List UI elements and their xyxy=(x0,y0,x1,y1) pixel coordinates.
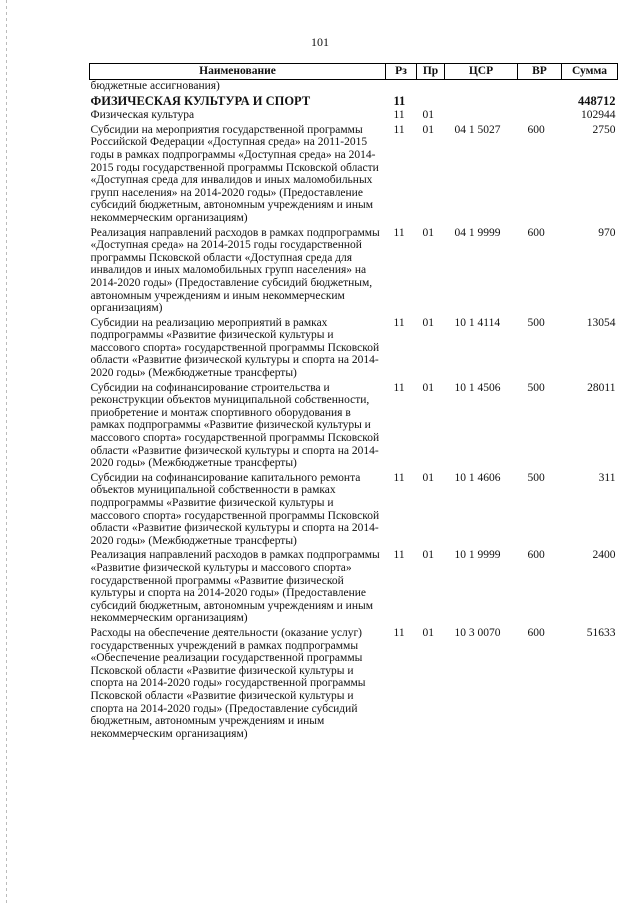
table-row xyxy=(90,109,618,124)
cell-csr xyxy=(445,95,518,110)
header-name: Наименование xyxy=(90,64,386,80)
table-row xyxy=(90,382,618,472)
cell-name: Реализация направлений расходов в рамках подпрограммы «Развитие физической культуры и массового спорта» государственной программы «Развитие физической культуры и спорта на 2014-2020 годы» (Предоставление субсидий бюджетным, автономным учреждениям и иным некоммерческим организациям) xyxy=(90,549,380,625)
cell-name: Реализация направлений расходов в рамках подпрограммы «Доступная среда» на 2014-2015 годы государственной программы Псковской области «Доступная среда для инвалидов и иных маломобильных групп населения» на 2014-2020 годы» (Предоставление субсидий бюджетным, автономным учреждениям и иным некоммерческим организациям) xyxy=(90,226,380,315)
cell-vr xyxy=(518,109,562,124)
cell-sum: 311 xyxy=(598,471,616,484)
cell-csr: 04 1 5027 xyxy=(454,123,501,136)
table-row xyxy=(90,80,618,95)
cell-pr: 01 xyxy=(422,381,434,394)
cell-vr: 600 xyxy=(527,626,545,639)
cell-vr: 500 xyxy=(527,471,545,484)
cell-csr: 10 1 4114 xyxy=(454,316,501,329)
cell-sum: 13054 xyxy=(586,316,616,329)
scan-edge-line xyxy=(6,0,7,905)
cell-rz: 11 xyxy=(393,471,405,484)
cell-vr: 600 xyxy=(527,226,545,239)
table-row xyxy=(90,317,618,382)
cell-csr: 04 1 9999 xyxy=(454,226,501,239)
cell-sum: 448712 xyxy=(578,93,616,108)
cell-csr: 10 1 9999 xyxy=(454,549,501,562)
cell-sum: 970 xyxy=(598,226,616,239)
cell-pr: 01 xyxy=(422,109,434,122)
cell-sum: 2400 xyxy=(592,549,616,562)
cell-rz: 11 xyxy=(393,549,405,562)
cell-rz: 11 xyxy=(393,381,405,394)
cell-rz: 11 xyxy=(393,626,405,639)
table-row xyxy=(90,549,618,627)
cell-vr xyxy=(518,95,562,110)
cell-name: бюджетные ассигнования) xyxy=(90,80,220,92)
cell-csr xyxy=(445,80,518,95)
cell-csr: 10 3 0070 xyxy=(454,626,501,639)
cell-name: ФИЗИЧЕСКАЯ КУЛЬТУРА И СПОРТ xyxy=(90,93,311,108)
table-header xyxy=(90,64,618,80)
cell-sum: 28011 xyxy=(587,381,616,394)
cell-name: Субсидии на софинансирование капитального ремонта объектов муниципальной собственности в рамках подпрограммы «Развитие физической культуры и массового спорта» государственной программы Псковской области «Развитие физической культуры и спорта на 2014-2020 годы» (Межбюджетные трансферты) xyxy=(90,471,380,547)
cell-name: Субсидии на софинансирование строительства и реконструкции объектов муниципальной собственности, приобретение и монтаж спортивного оборудования в рамках подпрограммы «Развитие физической культуры и массового спорта» государственной программы Псковской области «Развитие физической культуры и спорта на 2014-2020 годы» (Межбюджетные трансферты) xyxy=(90,381,380,470)
table-body xyxy=(90,80,618,743)
page-number: 101 xyxy=(311,35,329,49)
table-row xyxy=(90,627,618,742)
cell-csr: 10 1 4606 xyxy=(454,471,501,484)
cell-name: Физическая культура xyxy=(90,109,195,122)
cell-vr: 500 xyxy=(527,381,545,394)
header-sum: Сумма xyxy=(562,64,618,80)
cell-rz xyxy=(386,80,417,95)
header-csr: ЦСР xyxy=(445,64,518,80)
cell-pr xyxy=(417,80,445,95)
cell-pr: 01 xyxy=(422,471,434,484)
cell-csr xyxy=(445,109,518,124)
header-rz: Рз xyxy=(386,64,417,80)
cell-vr: 600 xyxy=(527,549,545,562)
cell-pr xyxy=(417,95,445,110)
cell-rz: 11 xyxy=(393,316,405,329)
cell-sum xyxy=(562,80,618,95)
table-row xyxy=(90,95,618,110)
cell-csr: 10 1 4506 xyxy=(454,381,501,394)
cell-rz: 11 xyxy=(393,123,405,136)
header-pr: Пр xyxy=(417,64,445,80)
cell-vr xyxy=(518,80,562,95)
cell-sum: 2750 xyxy=(592,123,616,136)
header-vr: ВР xyxy=(518,64,562,80)
cell-name: Субсидии на мероприятия государственной программы Российской Федерации «Доступная среда» на 2011-2015 годы в рамках подпрограммы «Доступная среда» на 2014-2015 годы государственной программы Псковской области «Доступная среда для инвалидов и иных маломобильных групп населения» на 2014-2020 годы» (Предоставление субсидий бюджетным, автономным учреждениям и иным некоммерческим организациям) xyxy=(90,123,379,224)
cell-pr: 01 xyxy=(422,626,434,639)
cell-rz: 11 xyxy=(393,93,406,108)
cell-pr: 01 xyxy=(422,226,434,239)
cell-pr: 01 xyxy=(422,123,434,136)
table-row xyxy=(90,472,618,550)
budget-table xyxy=(89,63,618,742)
cell-sum: 102944 xyxy=(581,109,616,122)
cell-rz: 11 xyxy=(393,109,405,122)
cell-name: Расходы на обеспечение деятельности (оказание услуг) государственных учреждений в рамках подпрограммы «Обеспечение реализации государственной программы Псковской области «Развитие физической культуры и спорта на 2014-2020 годы» государственной программы Псковской области «Развитие физической культуры и спорта на 2014-2020 годы» (Предоставление субсидий бюджетным, автономным учреждениям и иным некоммерческим организациям) xyxy=(90,626,366,740)
table-row xyxy=(90,124,618,227)
cell-vr: 600 xyxy=(527,123,545,136)
cell-sum: 51633 xyxy=(586,626,616,639)
table-row xyxy=(90,227,618,317)
cell-pr: 01 xyxy=(422,316,434,329)
cell-rz: 11 xyxy=(393,226,405,239)
cell-name: Субсидии на реализацию мероприятий в рамках подпрограммы «Развитие физической культуры и массового спорта» государственной программы Псковской области «Развитие физической культуры и спорта на 2014-2020 годы» (Межбюджетные трансферты) xyxy=(90,316,380,380)
cell-vr: 500 xyxy=(527,316,545,329)
cell-pr: 01 xyxy=(422,549,434,562)
